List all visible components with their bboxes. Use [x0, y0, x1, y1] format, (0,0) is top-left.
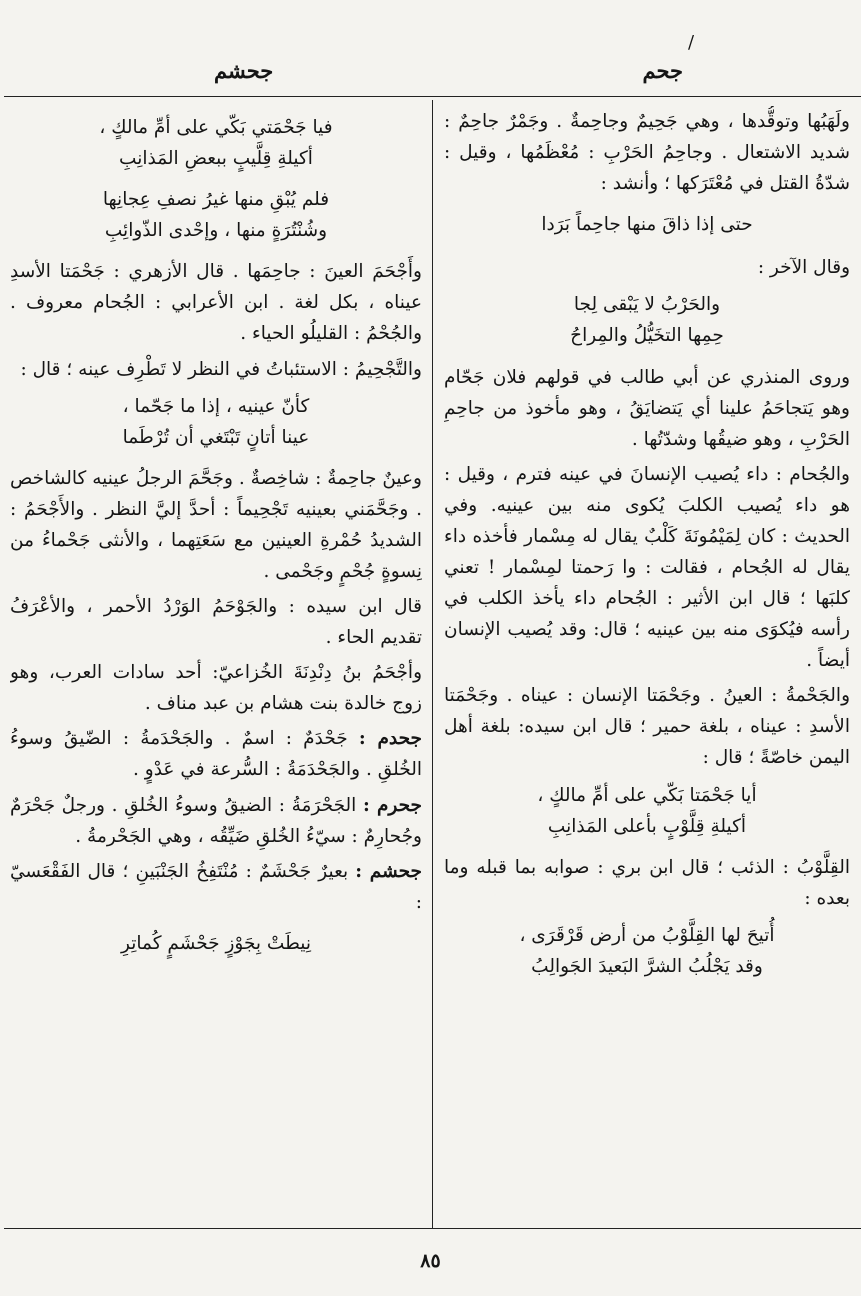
entry-body: بعيرٌ جَحْشَمٌ : مُنْتَفِخُ الجَنْبَينِ ؛ قال الفَقْعَسيّ :: [10, 860, 422, 913]
paragraph: وأَجْحَمَ العينَ : جاحِمَها . قال الأزهري : جَحْمَتا الأسدِ عيناه ، بكل لغة . ابن الأعرابي : الجُحام معروف . والجُحْمُ : القليلُو الحياء .: [10, 261, 422, 345]
column-divider: [432, 100, 433, 1228]
verse-line: كأنّ عينيه ، إذا ما جَحّما ،: [122, 395, 310, 417]
dictionary-entry: [10, 723, 422, 785]
paragraph: وأجْحَمُ بنُ دِنْدِنَةَ الخُزاعيّ: أحد سادات العرب، وهو زوج خالدة بنت هشام بن عبد مناف .: [10, 662, 422, 715]
paragraph: والجَحْمةُ : العينُ . وجَحْمَتا الإنسان : عيناه . وجَحْمَتا الأسدِ : عيناه ، بلغة حمير ؛ قال ابن سيده: بلغة أهل اليمن خاصّةً ؛ قال :: [444, 685, 850, 769]
poem: [10, 112, 422, 174]
paragraph: قال ابن سيده : والجَوْحَمُ الوَرْدُ الأحمر ، والأعْرَفُ تقديم الحاء .: [10, 596, 422, 649]
verse-line: أُتيحَ لها القِلَّوْبُ من أرض قَرْقَرَى ،: [519, 924, 775, 946]
verse-line: وشُنْتُرَةٍ منها ، وإحْدى الذّوائِبِ: [104, 220, 328, 242]
verse-line: فلم يُبْقِ منها غيرُ نصفِ عِجانِها: [102, 189, 330, 211]
paragraph: ولَهَبُها وتوقُّدها ، وهي جَحِيمٌ وجاحِمةٌ . وجَمْرٌ جاحِمٌ : شديد الاشتعال . وجاحِمُ الحَرْبِ : مُعْظَمُها ، وقيل : شدّةُ القتل في مُعْتَرَكها ؛ وأنشد :: [444, 111, 850, 195]
entry-headword: جحشم :: [355, 860, 422, 882]
entry-body: جَحْدَمٌ : اسمٌ . والجَحْدَمةُ : الضّيقُ وسوءُ الخُلقِ . والجَحْدَمَةُ : السُّرعة في عَدْوٍ .: [10, 728, 422, 781]
poem: [444, 780, 850, 842]
paragraph: وروى المنذري عن أبي طالب في قولهم فلان جَحّام وهو يَتجاحَمُ علينا أي يَتضايَقُ ، وهو مأخوذ من جاحِمِ الحَرْبِ ، وهو ضيقُها وشدّتُها .: [444, 366, 850, 450]
verse-line: عينا أتانٍ تَبْتَغي أن تُرْطَما: [122, 426, 310, 448]
verse-line: والحَرْبُ لا يَبْقى لِجا: [573, 294, 721, 316]
verse-line: فيا جَحْمَتي بَكّي على أمِّ مالكٍ ،: [99, 117, 333, 138]
verse: نِيطَتْ بِجَوْزٍ جَحْشَمٍ كُماتِرِ: [121, 932, 311, 954]
poem: [10, 184, 422, 246]
dictionary-entry: [10, 790, 422, 852]
verse-line: أيا جَحْمَتا بَكّي على أمِّ مالكٍ ،: [537, 784, 757, 806]
verse-line: حِمِها التخَيُّلُ والمِراحُ: [570, 325, 724, 347]
entry-body: الجَحْرَمَةُ : الضيقُ وسوءُ الخُلقِ . ورجلٌ جَحْرَمٌ وجُحارِمٌ : سيّءُ الخُلقِ ضَيِّقُه ، وهي الجَحْرمةُ .: [10, 794, 422, 847]
paragraph: القِلَّوْبُ : الذئب ؛ قال ابن بري : صوابه بما قبله وما بعده :: [444, 856, 850, 909]
poem: [10, 391, 422, 453]
paragraph: والجُحام : داء يُصيب الإنسانَ في عينه فترم ، وقيل : هو داء يُصيب الكلبَ يُكوى منه بين عينيه. وفي الحديث : كان لِمَيْمُونَةَ كَلْبٌ يقال له مِسْمار فأخذه داء يقال له الجُحام ، فقالت : وا رَحمتا لمِسْمار ! تعني كلبَها ؛ قال ابن الأثير : الجُحام داء يأخذ الكلب في رأسه فيُكوَى منه بين عينيه ؛ قال: وقد يُصيب الإنسان أيضاً .: [444, 463, 850, 672]
paragraph: وعينٌ جاحِمةٌ : شاخِصةٌ . وجَحَّمَ الرجلُ عينيه كالشاخص . وجَحَّمَني بعينيه تَجْحِيماً : أحدَّ إليَّ النظر . والأَجْحَمُ : الشديدُ حُمْرةِ العينين مع سَعَتِهما ، والأنثى جَحْماءُ من نِسوةٍ جُحْمٍ وجَحْمى .: [10, 467, 422, 583]
right-column: [444, 106, 850, 1224]
margin-mark: /: [688, 32, 695, 53]
entry-headword: جحرم :: [362, 794, 422, 816]
poem: [444, 289, 850, 351]
footer-rule: [4, 1228, 861, 1229]
paragraph: والتَّجْحِيمُ : الاستئباتُ في النظر لا تَطْرِف عينه ؛ قال :: [20, 358, 422, 380]
poem: [444, 920, 850, 982]
running-header-right: جحم: [642, 58, 683, 83]
entry-headword: جحدم :: [358, 728, 422, 750]
verse: حتى إذا ذاقَ منها جاحِماً بَرَدا: [541, 214, 753, 236]
page-number: ٨٥: [420, 1250, 441, 1272]
left-column: [10, 106, 422, 1224]
paragraph: وقال الآخر :: [757, 257, 850, 279]
dictionary-entry: [10, 856, 422, 918]
verse-line: وقد يَجْلُبُ الشرَّ البَعيدَ الجَوالِبُ: [531, 955, 763, 977]
running-header-left: جحشم: [214, 58, 274, 83]
header-rule: [4, 96, 861, 97]
verse-line: أكيلةِ قِلَّيبٍ ببعضِ المَذانِبِ: [119, 148, 313, 170]
verse-line: أكيلةِ قِلَّوْبٍ بأعلى المَذانِبِ: [547, 815, 747, 837]
